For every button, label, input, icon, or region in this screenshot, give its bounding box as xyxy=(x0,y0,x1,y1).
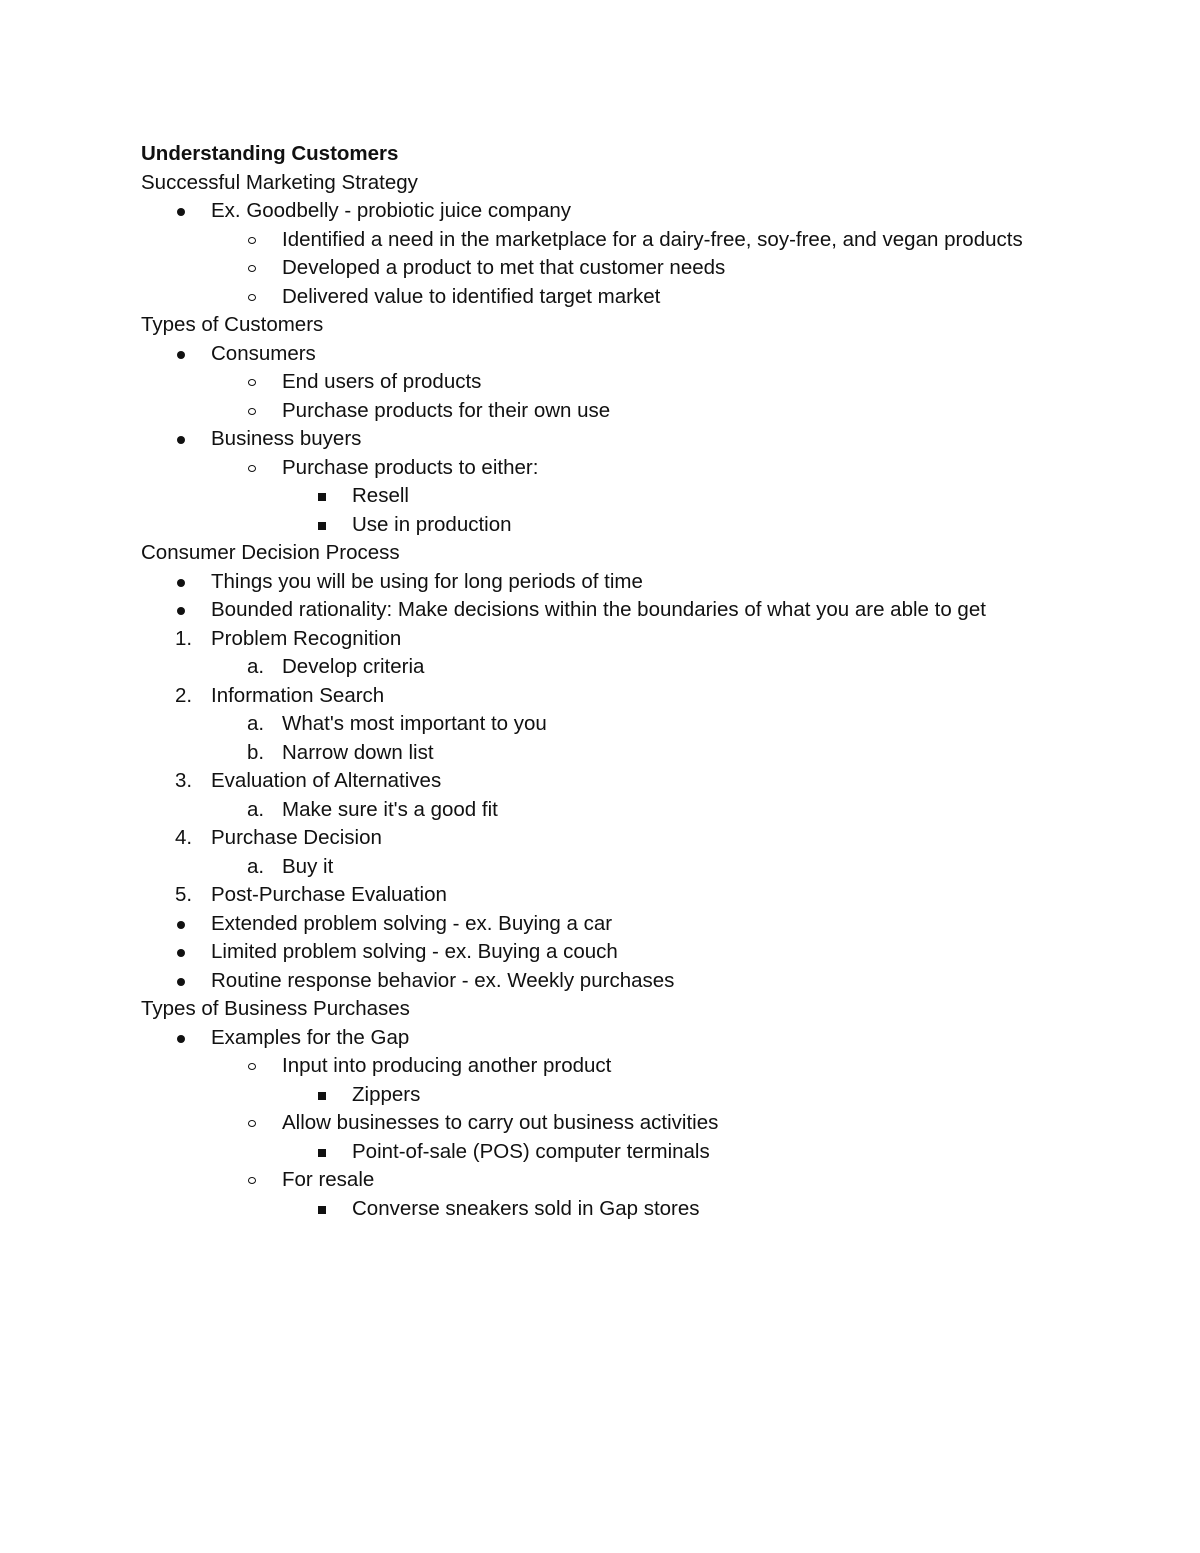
document-title: Understanding Customers xyxy=(141,142,399,165)
list-item-text: Input into producing another product xyxy=(282,1054,612,1077)
list-item xyxy=(141,910,1061,939)
list-item xyxy=(141,397,1061,426)
list-number: 2. xyxy=(175,683,193,707)
lettered-item xyxy=(141,853,1061,882)
list-item xyxy=(141,482,1061,511)
list-item xyxy=(141,1024,1061,1053)
list-letter: a. xyxy=(247,712,265,735)
numbered-item xyxy=(141,767,1061,796)
list-item xyxy=(141,938,1061,967)
list-letter: a. xyxy=(247,797,265,821)
list-item xyxy=(141,454,1061,483)
list-item xyxy=(141,197,1061,226)
numbered-item xyxy=(141,824,1061,853)
list-number: 5. xyxy=(175,883,193,906)
list-item-text: Limited problem solving - ex. Buying a couch xyxy=(211,940,618,963)
list-item xyxy=(141,1052,1061,1081)
document-content xyxy=(141,140,1061,1223)
lettered-item xyxy=(141,653,1061,682)
list-item-text: End users of products xyxy=(282,370,482,393)
lettered-item xyxy=(141,796,1061,825)
list-item-text: Identified a need in the marketplace for a dairy-free, soy-free, and vegan products xyxy=(282,227,1023,251)
list-item-text: What's most important to you xyxy=(282,712,547,735)
list-item-text: Consumers xyxy=(211,341,316,365)
numbered-item xyxy=(141,625,1061,654)
list-item xyxy=(141,368,1061,397)
list-item-text: Narrow down list xyxy=(282,740,434,764)
list-item-text: Developed a product to met that customer needs xyxy=(282,256,726,279)
list-letter: a. xyxy=(247,854,265,878)
list-item-text: Things you will be using for long periods of time xyxy=(211,569,643,593)
list-item xyxy=(141,967,1061,996)
list-item-text: Delivered value to identified target market xyxy=(282,284,661,308)
list-number: 1. xyxy=(175,626,193,650)
list-item-text: Extended problem solving - ex. Buying a car xyxy=(211,911,613,935)
list-item-text: Purchase products to either: xyxy=(282,455,539,479)
list-item xyxy=(141,1109,1061,1138)
list-item xyxy=(141,1081,1061,1110)
numbered-item xyxy=(141,682,1061,711)
list-item xyxy=(141,254,1061,283)
list-item-text: Problem Recognition xyxy=(211,626,402,650)
list-item-text: Information Search xyxy=(211,683,385,707)
list-letter: b. xyxy=(247,740,265,764)
list-number: 3. xyxy=(175,769,193,792)
list-item xyxy=(141,1166,1061,1195)
list-item-text: Post-Purchase Evaluation xyxy=(211,883,447,906)
list-item-text: Evaluation of Alternatives xyxy=(211,769,442,792)
section-heading: Consumer Decision Process xyxy=(141,541,400,564)
list-item-text: Examples for the Gap xyxy=(211,1025,410,1049)
list-item-text: Purchase products for their own use xyxy=(282,398,611,422)
list-number: 4. xyxy=(175,826,193,849)
list-item-text: Point-of-sale (POS) computer terminals xyxy=(352,1139,710,1163)
list-item xyxy=(141,568,1061,597)
list-item-text: Bounded rationality: Make decisions within the boundaries of what you are able to get xyxy=(211,598,986,621)
list-item-text: Ex. Goodbelly - probiotic juice company xyxy=(211,199,572,222)
list-item-text: Allow businesses to carry out business activities xyxy=(282,1111,719,1134)
list-item-text: Use in production xyxy=(352,512,512,536)
list-item-text: Routine response behavior - ex. Weekly purchases xyxy=(211,968,675,992)
list-item xyxy=(141,226,1061,255)
section-heading: Types of Business Purchases xyxy=(141,997,410,1020)
list-item xyxy=(141,511,1061,540)
numbered-item xyxy=(141,881,1061,910)
section-heading: Types of Customers xyxy=(141,313,324,336)
list-item xyxy=(141,1138,1061,1167)
list-item-text: Purchase Decision xyxy=(211,826,382,849)
list-letter: a. xyxy=(247,655,265,678)
list-item-text: Buy it xyxy=(282,854,334,878)
list-item-text: For resale xyxy=(282,1168,375,1191)
list-item-text: Converse sneakers sold in Gap stores xyxy=(352,1196,700,1220)
list-item xyxy=(141,425,1061,454)
list-item-text: Make sure it's a good fit xyxy=(282,797,498,821)
lettered-item xyxy=(141,710,1061,739)
list-item xyxy=(141,1195,1061,1224)
list-item-text: Business buyers xyxy=(211,427,362,450)
list-item xyxy=(141,596,1061,625)
list-item-text: Develop criteria xyxy=(282,655,425,678)
list-item-text: Resell xyxy=(352,484,409,507)
section-heading: Successful Marketing Strategy xyxy=(141,170,418,194)
list-item xyxy=(141,340,1061,369)
list-item xyxy=(141,283,1061,312)
lettered-item xyxy=(141,739,1061,768)
list-item-text: Zippers xyxy=(352,1082,421,1106)
